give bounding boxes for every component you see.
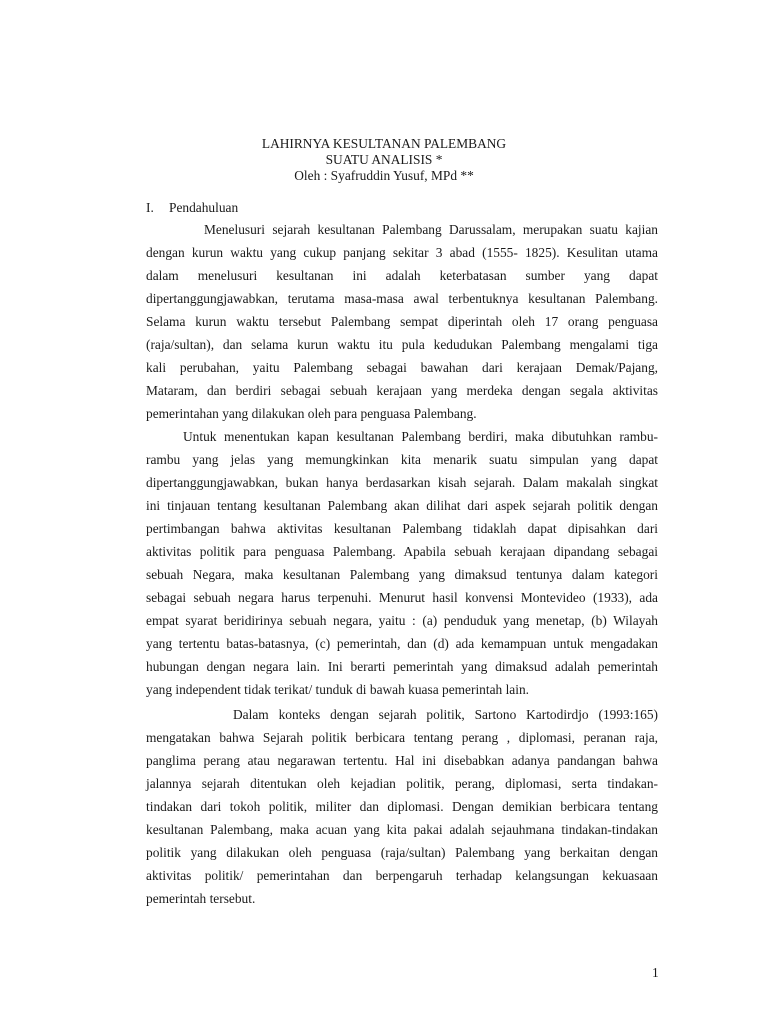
- paragraph-3-line-8: aktivitas politik/ pemerintahan dan berpengaruh terhadap kelangsungan kekuasaan: [146, 868, 658, 883]
- paragraph-1-line-8: Mataram, dan berdiri sebagai sebuah kerajaan yang merdeka dengan segala aktivitas: [146, 383, 658, 398]
- document-title: LAHIRNYA KESULTANAN PALEMBANG: [261, 136, 507, 151]
- paragraph-2-line-10: yang tertentu batas-batasnya, (c) pemerintah, dan (d) ada kemampuan untuk mengadakan: [146, 636, 658, 651]
- paragraph-3-line-2: mengatakan bahwa Sejarah politik berbicara tentang perang , diplomasi, peranan raja,: [146, 730, 658, 745]
- section-heading: [146, 200, 238, 216]
- section-number: I.: [146, 200, 154, 215]
- paragraph-1-line-3: dalam menelusuri kesultanan ini adalah keterbatasan sumber yang dapat: [146, 268, 658, 283]
- paragraph-2-line-7: sebuah Negara, maka kesultanan Palembang yang dimaksud tentunya dalam kategori: [146, 567, 658, 582]
- paragraph-2-line-11: hubungan dengan negara lain. Ini berarti pemerintah yang dimaksud adalah pemerintah: [146, 659, 658, 674]
- paragraph-2-line-6: aktivitas politik para penguasa Palembang. Apabila sebuah kerajaan dipandang sebagai: [146, 544, 658, 559]
- paragraph-1-line-4: dipertanggungjawabkan, terutama masa-masa awal terbentuknya kesultanan Palembang.: [146, 291, 658, 306]
- paragraph-2-line-9: empat syarat beridirinya sebuah negara, yaitu : (a) penduduk yang menetap, (b) Wilayah: [146, 613, 658, 628]
- section-title: Pendahuluan: [169, 200, 239, 215]
- page-number: 1: [652, 965, 659, 980]
- paragraph-3-line-6: kesultanan Palembang, maka acuan yang kita pakai adalah sejauhmana tindakan-tindakan: [146, 822, 658, 837]
- paragraph-2-line-3: dipertanggungjawabkan, bukan hanya berdasarkan kisah sejarah. Dalam makalah singkat: [146, 475, 658, 490]
- paragraph-3-line-4: jalannya sejarah ditentukan oleh kejadian politik, perang, diplomasi, serta tindakan-: [146, 776, 658, 791]
- paragraph-3-line-3: panglima perang atau negarawan tertentu. Hal ini disebabkan adanya pandangan bahwa: [146, 753, 658, 768]
- document-author: Oleh : Syafruddin Yusuf, MPd **: [294, 168, 474, 183]
- paragraph-2-line-8: sebagai sebuah negara harus terpenuhi. Menurut hasil konvensi Montevideo (1933), ada: [146, 590, 658, 605]
- paragraph-3-line-5: tindakan dari tokoh politik, militer dan diplomasi. Dengan demikian berbicara tentang: [146, 799, 658, 814]
- paragraph-1-line-9: pemerintahan yang dilakukan oleh para penguasa Palembang.: [146, 406, 477, 421]
- paragraph-3-line-7: politik yang dilakukan oleh penguasa (raja/sultan) Palembang yang berkaitan dengan: [146, 845, 658, 860]
- paragraph-1-line-5: Selama kurun waktu tersebut Palembang sempat diperintah oleh 17 orang penguasa: [146, 314, 658, 329]
- paragraph-2-line-2: rambu yang jelas yang memungkinkan kita menarik suatu simpulan yang dapat: [146, 452, 658, 467]
- paragraph-1-line-7: kali perubahan, yaitu Palembang sebagai bawahan dari kerajaan Demak/Pajang,: [146, 360, 658, 375]
- paragraph-1-line-6: (raja/sultan), dan selama kurun waktu itu pula kedudukan Palembang mengalami tiga: [146, 337, 658, 352]
- paragraph-2-line-5: pertimbangan bahwa aktivitas kesultanan Palembang tidaklah dapat dipisahkan dari: [146, 521, 658, 536]
- paragraph-1-line-1: Menelusuri sejarah kesultanan Palembang Darussalam, merupakan suatu kajian: [204, 222, 658, 237]
- paragraph-1-line-2: dengan kurun waktu yang cukup panjang sekitar 3 abad (1555- 1825). Kesulitan utama: [146, 245, 658, 260]
- document-title-block: [0, 136, 768, 184]
- paragraph-2-line-4: ini tinjauan tentang kesultanan Palembang akan dilihat dari aspek sejarah politik dengan: [146, 498, 658, 513]
- paragraph-3-line-9: pemerintah tersebut.: [146, 891, 256, 906]
- paragraph-3-line-1: Dalam konteks dengan sejarah politik, Sartono Kartodirdjo (1993:165): [233, 707, 658, 722]
- document-subtitle: SUATU ANALISIS *: [325, 152, 443, 167]
- paragraph-2-line-12: yang independent tidak terikat/ tunduk di bawah kuasa pemerintah lain.: [146, 682, 530, 697]
- paragraph-2-line-1: Untuk menentukan kapan kesultanan Palembang berdiri, maka dibutuhkan rambu-: [183, 429, 658, 444]
